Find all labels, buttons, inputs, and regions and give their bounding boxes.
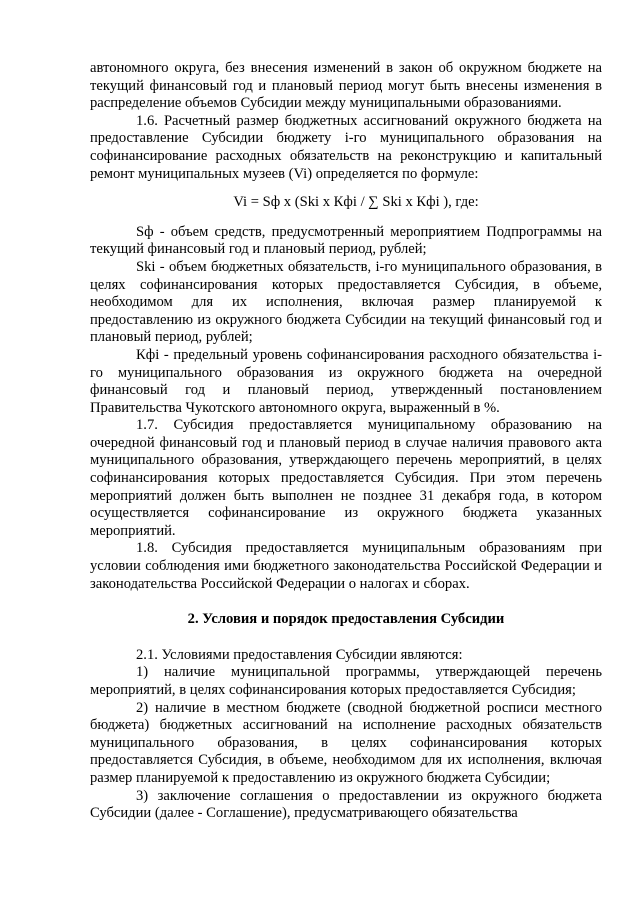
paragraph-1-8: 1.8. Субсидия предоставляется муниципальным образованиям при условии соблюдения ими бюджетного законодательства Российской Федерации и законодательства Российской Федерации о налогах и сборах. — [90, 540, 602, 592]
list-item-3: 3) заключение соглашения о предоставлении из окружного бюджета Субсидии (далее - Соглашение), предусматривающего обязательства — [90, 787, 602, 822]
paragraph-2-1: 2.1. Условиями предоставления Субсидии являются: — [136, 646, 463, 663]
list-item-2: 2) наличие в местном бюджете (сводной бюджетной росписи местного бюджета) бюджетных ассигнований на исполнение расходных обязательств муниципального образования, в целях софинансирования которых предоставляется Субсидия, в объеме, необходимом для их исполнения, включая размер планируемой к предоставлению из окружного бюджета Субсидии; — [90, 699, 602, 786]
section-heading-2: 2. Условия и порядок предоставления Субсидии — [187, 611, 505, 628]
formula: Vi = Sф x (Ski x Кфi / ∑ Ski x Кфi ), где: — [233, 194, 479, 211]
paragraph-1-6: 1.6. Расчетный размер бюджетных ассигнований окружного бюджета на предоставление Субсидии бюджету i-го муниципального образования на софинансирование расходных обязательств на реконструкцию и капитальный ремонт муниципальных музеев (Vi) определяется по формуле: — [90, 112, 602, 182]
definition-ski: Ski - объем бюджетных обязательств, i-го муниципального образования, в целях софинансирования которых предоставляется Субсидия, в объеме, необходимом для их исполнения, включая размер планируемой к предоставлению из окружного бюджета Субсидии на текущий финансовый год и плановый период, рублей; — [90, 258, 602, 346]
definition-sf: Sф - объем средств, предусмотренный мероприятием Подпрограммы на текущий финансовый год и плановый период, рублей; — [90, 223, 602, 258]
list-item-1: 1) наличие муниципальной программы, утверждающей перечень мероприятий, в целях софинансирования которых предоставляется Субсидия; — [90, 664, 602, 698]
document-page — [90, 60, 602, 823]
definition-kfi: Кфi - предельный уровень софинансирования расходного обязательства i-го муниципального образования из окружного бюджета на очередной финансовый год и плановый период, утвержденный постановлением Правительства Чукотского автономного округа, выраженный в %. — [90, 346, 602, 416]
paragraph-continuation: автономного округа, без внесения изменений в закон об окружном бюджете на текущий финансовый год и плановый период могут быть внесены изменения в распределение объемов Субсидии между муниципальными образованиями. — [90, 60, 602, 112]
paragraph-1-7: 1.7. Субсидия предоставляется муниципальному образованию на очередной финансовый год и плановый период в случае наличия правового акта муниципального образования, утверждающего перечень мероприятий, в целях софинансирования которых предоставляется Субсидия. При этом перечень мероприятий должен быть выполнен не позднее 31 декабря года, в котором осуществляется софинансирование из окружного бюджета указанных мероприятий. — [90, 417, 602, 539]
